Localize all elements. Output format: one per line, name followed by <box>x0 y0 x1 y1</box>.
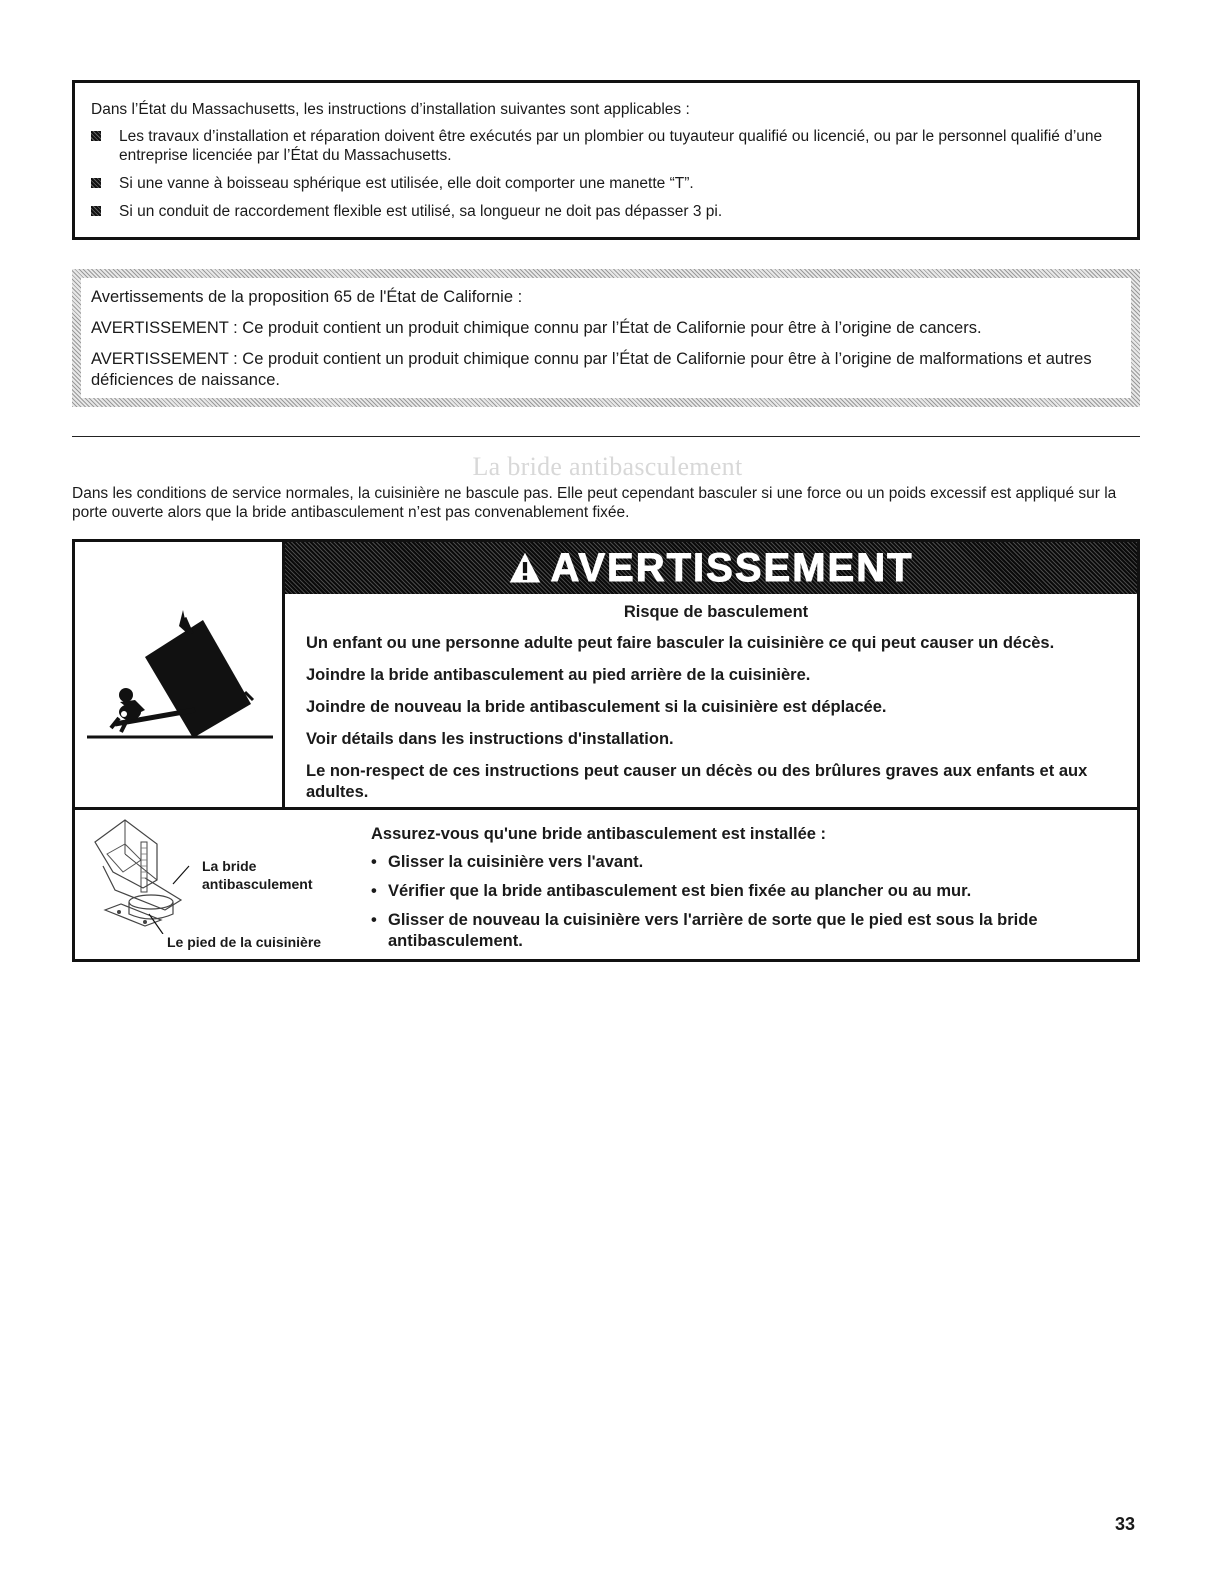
warning-line: Un enfant ou une personne adulte peut faire basculer la cuisinière ce qui peut causer un décès. <box>306 634 1055 652</box>
list-item <box>371 852 1131 873</box>
bracket-label: La bride <box>202 858 257 874</box>
california-warning-birth-defects: AVERTISSEMENT : Ce produit contient un produit chimique connu par l’État de Californie pour être à l’origine de malformations et autres déficiences de naissance. <box>91 350 1092 389</box>
warning-line: Joindre de nouveau la bride antibasculement si la cuisinière est déplacée. <box>306 698 887 716</box>
square-bullet-icon <box>91 206 101 216</box>
list-item <box>371 881 1131 902</box>
warning-line: Joindre la bride antibasculement au pied arrière de la cuisinière. <box>306 666 811 684</box>
section-divider <box>72 436 1140 437</box>
warning-triangle-icon <box>508 551 542 585</box>
warning-subheading: Risque de basculement <box>623 603 809 621</box>
list-item <box>91 127 1119 165</box>
list-item <box>371 910 1131 952</box>
california-warning-cancer: AVERTISSEMENT : Ce produit contient un produit chimique connu par l’État de Californie pour être à l’origine de cancers. <box>91 319 982 337</box>
massachusetts-list <box>91 127 1119 221</box>
square-bullet-icon <box>91 131 101 141</box>
california-heading: Avertissements de la proposition 65 de l'État de Californie : <box>91 288 523 306</box>
warning-top-panel <box>75 542 1137 810</box>
bullet-dot-icon: • <box>371 911 377 929</box>
checklist-text: Glisser de nouveau la cuisinière vers l'arrière de sorte que le pied est sous la bride antibasculement. <box>388 911 1038 950</box>
california-notice <box>72 269 1140 407</box>
bullet-dot-icon: • <box>371 853 377 871</box>
bracket-checklist <box>371 824 1131 960</box>
section-body: Dans les conditions de service normales, la cuisinière ne bascule pas. Elle peut cependant basculer si une force ou un poids excessif est appliqué sur la porte ouverte alors que la bride antibasculement n’est pas convenablement fixée. <box>72 485 1117 521</box>
california-notice-content <box>81 278 1131 398</box>
massachusetts-notice <box>72 80 1140 240</box>
checklist <box>371 852 1131 952</box>
checklist-lead: Assurez-vous qu'une bride antibasculement est installée : <box>371 825 827 843</box>
warning-line: Le non-respect de ces instructions peut causer un décès ou des brûlures graves aux enfants et aux adultes. <box>306 762 1088 801</box>
list-item <box>91 174 1119 193</box>
warning-line: Voir détails dans les instructions d'installation. <box>306 730 674 748</box>
square-bullet-icon <box>91 178 101 188</box>
warning-bottom-panel <box>75 810 1137 959</box>
bullet-dot-icon: • <box>371 882 377 900</box>
tipping-range-child-icon <box>75 542 282 807</box>
checklist-text: Vérifier que la bride antibasculement est bien fixée au plancher ou au mur. <box>388 882 972 900</box>
warning-banner-title: AVERTISSEMENT <box>550 545 914 590</box>
checklist-text: Glisser la cuisinière vers l'avant. <box>388 853 644 871</box>
bracket-illustration <box>85 814 355 954</box>
anti-tip-bracket-icon <box>85 814 205 934</box>
range-foot-label: Le pied de la cuisinière <box>167 934 322 950</box>
bracket-label: antibasculement <box>202 876 313 892</box>
bullet-text: Si un conduit de raccordement flexible est utilisé, sa longueur ne doit pas dépasser 3 pi. <box>119 203 723 220</box>
tip-over-warning-box <box>72 539 1140 962</box>
massachusetts-intro: Dans l’État du Massachusetts, les instructions d’installation suivantes sont applicables : <box>91 101 690 118</box>
tip-over-illustration <box>75 542 285 807</box>
page-number: 33 <box>1115 1514 1136 1534</box>
section-title: La bride antibasculement <box>472 452 743 481</box>
list-item <box>91 202 1119 221</box>
warning-text <box>306 602 1126 814</box>
warning-banner <box>285 542 1137 594</box>
bullet-text: Si une vanne à boisseau sphérique est utilisée, elle doit comporter une manette “T”. <box>119 175 694 192</box>
bullet-text: Les travaux d’installation et réparation doivent être exécutés par un plombier ou tuyauteur qualifié ou licencié, ou par le personnel qualifié d’une entreprise licenciée par l’État du Massachusetts. <box>119 128 1103 164</box>
